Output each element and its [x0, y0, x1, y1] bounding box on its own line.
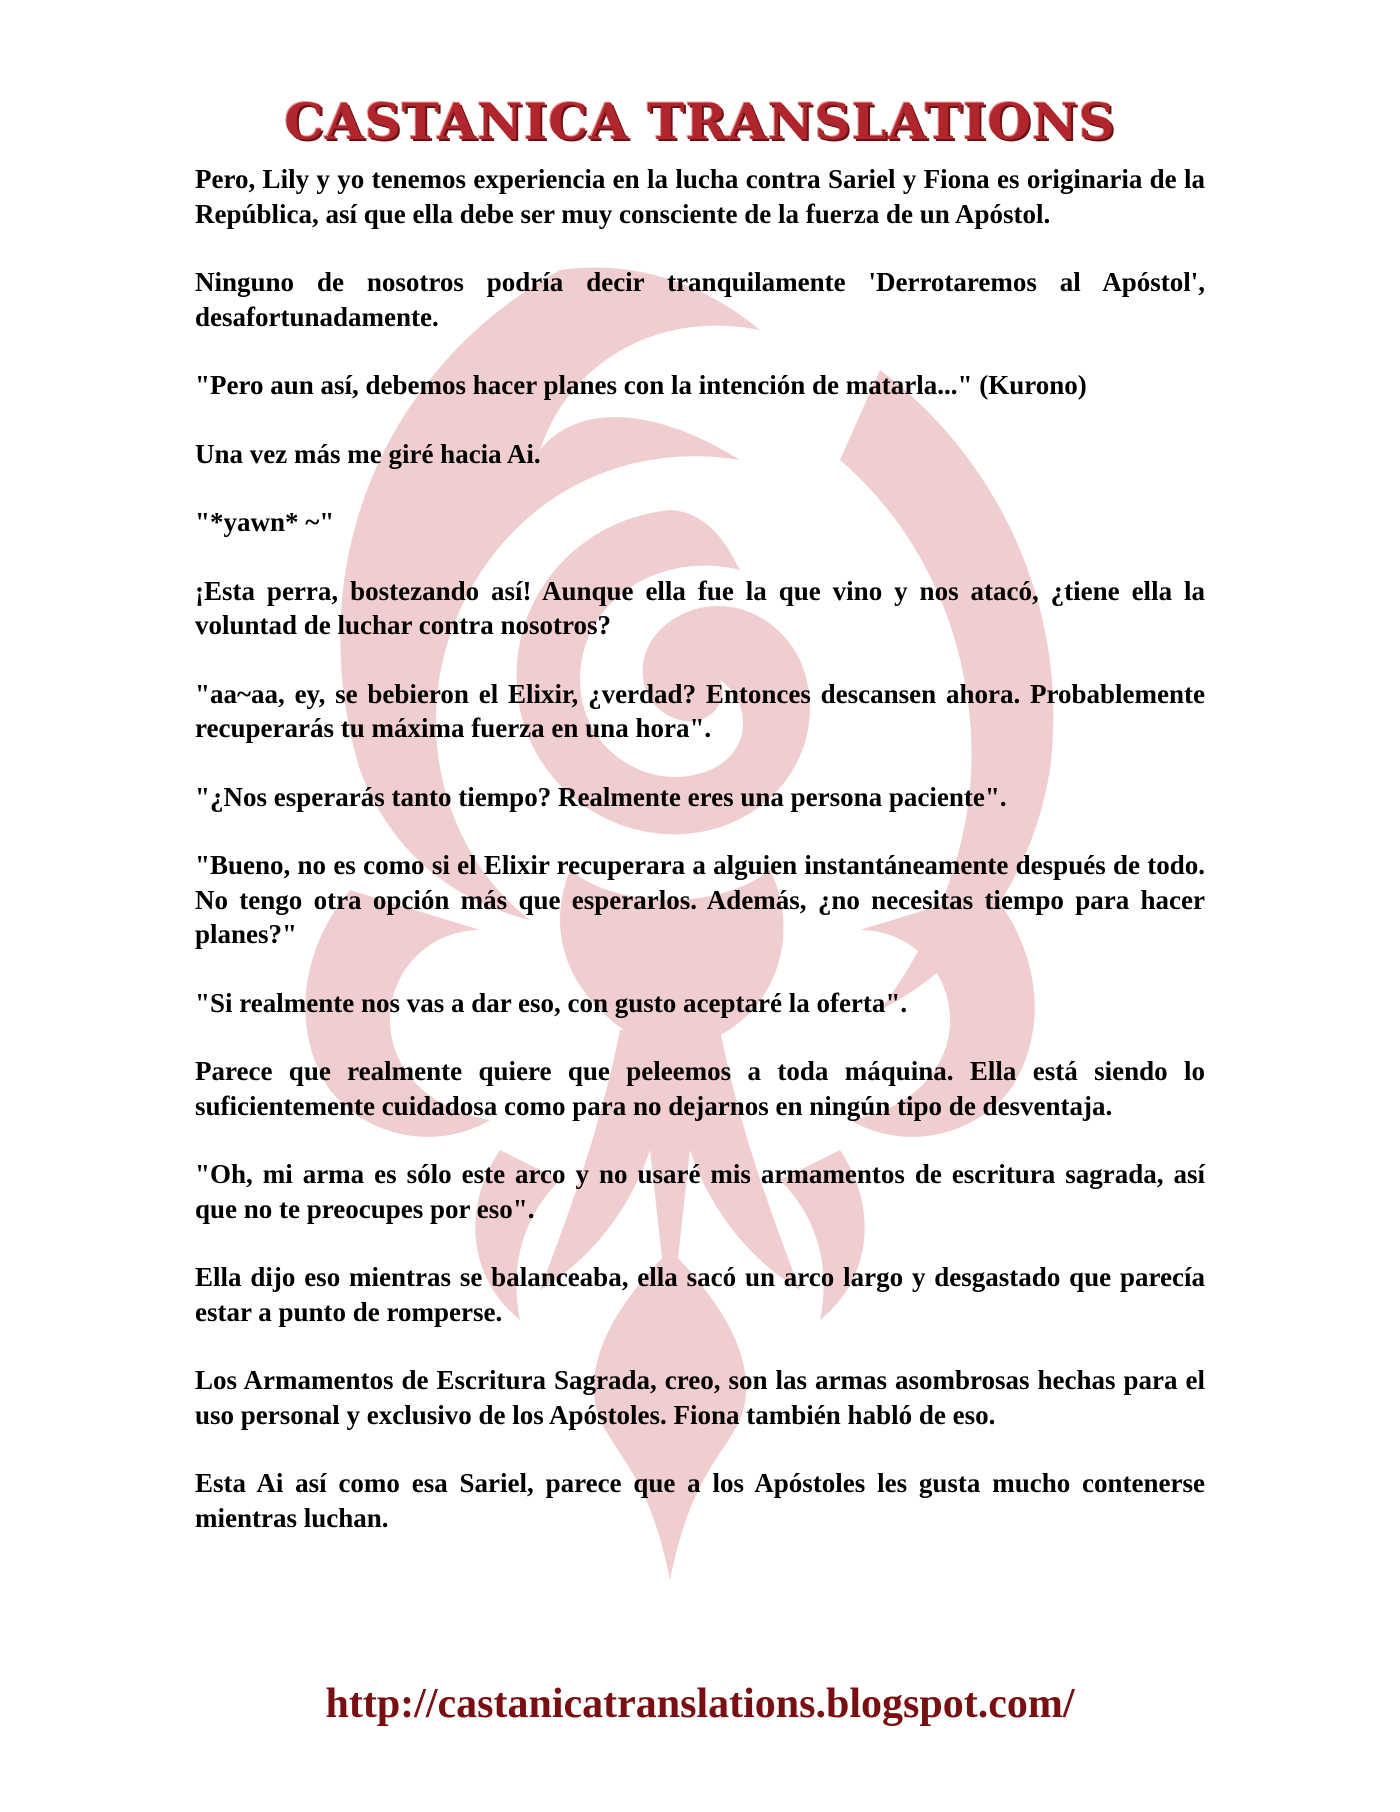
site-title: CASTANICA TRANSLATIONS: [284, 92, 1116, 151]
paragraph: Los Armamentos de Escritura Sagrada, creo, son las armas asombrosas hechas para el uso personal y exclusivo de los Apóstoles. Fiona también habló de eso.: [195, 1365, 1205, 1430]
paragraph: "Oh, mi arma es sólo este arco y no usaré mis armamentos de escritura sagrada, así que no te preocupes por eso".: [195, 1159, 1205, 1224]
paragraph: Parece que realmente quiere que peleemos a toda máquina. Ella está siendo lo suficientemente cuidadosa como para no dejarnos en ningún tipo de desventaja.: [195, 1056, 1205, 1121]
paragraph: "Si realmente nos vas a dar eso, con gusto aceptaré la oferta".: [195, 987, 908, 1018]
chapter-text: [195, 162, 1205, 1569]
paragraph: Una vez más me giré hacia Ai.: [195, 438, 541, 469]
paragraph: "Bueno, no es como si el Elixir recuperara a alguien instantáneamente después de todo. No tengo otra opción más que esperarlos. Además, ¿no necesitas tiempo para hacer planes?": [195, 850, 1205, 949]
paragraph: Esta Ai así como esa Sariel, parece que a los Apóstoles les gusta mucho contenerse mientras luchan.: [195, 1468, 1205, 1533]
paragraph: "aa~aa, ey, se bebieron el Elixir, ¿verdad? Entonces descansen ahora. Probablemente recuperarás tu máxima fuerza en una hora".: [195, 678, 1205, 743]
paragraph: "Pero aun así, debemos hacer planes con la intención de matarla..." (Kurono): [195, 370, 1087, 400]
paragraph: Ella dijo eso mientras se balanceaba, ella sacó un arco largo y desgastado que parecía estar a punto de romperse.: [195, 1262, 1205, 1327]
paragraph: ¡Esta perra, bostezando así! Aunque ella fue la que vino y nos atacó, ¿tiene ella la voluntad de luchar contra nosotros?: [195, 575, 1205, 640]
paragraph: Pero, Lily y yo tenemos experiencia en la lucha contra Sariel y Fiona es originaria de la República, así que ella debe ser muy consciente de la fuerza de un Apóstol.: [195, 164, 1205, 229]
paragraph: "¿Nos esperarás tanto tiempo? Realmente eres una persona paciente".: [195, 781, 1007, 812]
paragraph: "*yawn* ~": [195, 507, 335, 537]
paragraph: Ninguno de nosotros podría decir tranquilamente 'Derrotaremos al Apóstol', desafortunadamente.: [195, 267, 1205, 332]
site-url-link[interactable]: http://castanicatranslations.blogspot.com/: [325, 1681, 1075, 1727]
